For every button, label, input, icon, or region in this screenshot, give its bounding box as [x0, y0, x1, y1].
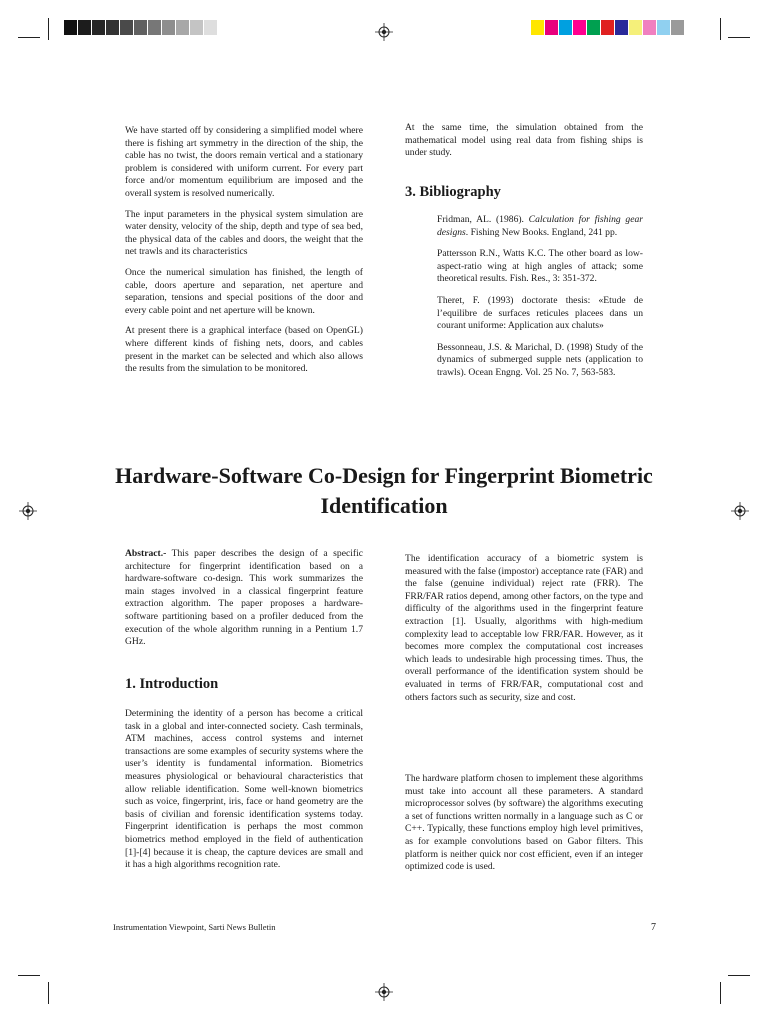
process-color-bar: [531, 20, 685, 35]
previous-article-left-column: [125, 125, 363, 384]
color-swatch: [587, 20, 601, 35]
paragraph: The hardware platform chosen to implement these algorithms must take into account all these parameters. A standard microprocessor solves (by software) the algorithms executing a set of functions written normally in a language such as C or C++. Typically, these functions employ high level primitives, as for example convolutions based on Gabor filters. This platform is neither quick nor cost efficient, even if an integer optimized code is used.: [405, 773, 643, 873]
color-swatch: [190, 20, 204, 35]
color-swatch: [106, 20, 120, 35]
introduction-body: [125, 708, 363, 880]
paragraph: At present there is a graphical interface (based on OpenGL) where different kinds of fishing nets, doors, and cables present in the market can be selected and which also allows the results from the simulation to be monitored.: [125, 325, 363, 375]
footer-publication: Instrumentation Viewpoint, Sarti News Bulletin: [113, 922, 276, 932]
paragraph: Determining the identity of a person has become a critical task in a global and inter-connected society. Cash terminals, ATM machines, access control systems and internet transactions are some examples of security systems where the user’s identity is fundamental information. Biometrics measures physiological or behavioural characteristics that allow reliable identification. Some well-known biometrics such as voice, fingerprint, iris, face or hand geometry are the basis of civilian and forensic identification systems today. Fingerprint identification is perhaps the most common biometrics method employed in the field of authentication [1]-[4] because it is cheap, the capture devices are small and it has a high algorithms recognition rate.: [125, 708, 363, 871]
color-swatch: [204, 20, 218, 35]
color-swatch: [573, 20, 587, 35]
paragraph: At the same time, the simulation obtained from the mathematical model using real data from fishing ships is under study.: [405, 122, 643, 159]
reference-item: Theret, F. (1993) doctorate thesis: «Etude de l’equilibre de surfaces reticules placees dans un courant uniforme: Application aux chaluts»: [437, 294, 643, 332]
paragraph: The identification accuracy of a biometric system is measured with the false (impostor) acceptance rate (FAR) and the false (genuine individual) reject rate (FRR). The FRR/FAR ratios depend, among other factors, on the type and difficulty of the algorithms used in the fingerprint feature extraction [1]. Usually, algorithms with high-medium complexity lead to acceptable low FRR/FAR. However, as it becomes more complex the computational cost increases which leads to undesirable high processing times. Thus, the overall performance of the identification system should be evaluated in terms of FRR/FAR, computational cost and others factors such as security, size and cost.: [405, 553, 643, 703]
color-swatch: [601, 20, 615, 35]
article-title: Hardware-Software Co-Design for Fingerprint Biometric Identification: [115, 463, 653, 518]
abstract: [125, 548, 363, 649]
color-swatch: [531, 20, 545, 35]
reference-item: Bessonneau, J.S. & Marichal, D. (1998) Study of the dynamics of submerged supple nets (application to trawls). Ocean Engng. Vol. 25 No. 7, 563-583.: [437, 341, 643, 378]
registration-mark-bottom-icon: [375, 983, 393, 1001]
previous-article-right-column: [405, 122, 643, 168]
color-swatch: [120, 20, 134, 35]
registration-mark-right-icon: [731, 502, 749, 520]
color-swatch: [176, 20, 190, 35]
paragraph: We have started off by considering a simplified model where there is fishing art symmetry in the direction of the ship, the cable has no twist, the doors remain vertical and a stationary problem is considered with uniform current. For every part force and/or momentum equilibrium are imposed and the overall system is resolved numerically.: [125, 125, 363, 199]
color-swatch: [134, 20, 148, 35]
color-swatch: [78, 20, 92, 35]
color-swatch: [148, 20, 162, 35]
registration-mark-top-icon: [375, 23, 393, 41]
article-right-column: [405, 553, 643, 712]
reference-item: Pattersson R.N., Watts K.C. The other board as low-aspect-ratio wing at high angles of attack; some theoretical results. Fish. Res., 3: 351-372.: [437, 248, 643, 285]
reference-item: Fridman, AL. (1986). Calculation for fishing gear designs. Fishing New Books. England, 241 pp.: [437, 214, 643, 238]
abstract-label: Abstract.-: [125, 548, 167, 559]
color-swatch: [629, 20, 643, 35]
color-swatch: [657, 20, 671, 35]
registration-mark-left-icon: [19, 502, 37, 520]
color-swatch: [615, 20, 629, 35]
color-swatch: [643, 20, 657, 35]
article-left-column: [125, 548, 363, 657]
abstract-text: This paper describes the design of a specific architecture for fingerprint identification based on a hardware-software co-design. This work summarizes the main stages involved in a classical fingerprint feature extraction algorithm. The paper proposes a hardware-software partitioning based on a profiler deduced from the execution of the whole algorithm running in a Pentium 1.7 GHz.: [125, 548, 363, 648]
paragraph: Once the numerical simulation has finished, the length of cable, doors aperture and separation, net aperture and separation, tensions and special positions of the door and every cable point and net aperture will be known.: [125, 266, 363, 316]
introduction-heading: 1. Introduction: [125, 676, 219, 692]
color-swatch: [559, 20, 573, 35]
color-swatch: [671, 20, 685, 35]
color-swatch: [545, 20, 559, 35]
color-swatch: [162, 20, 176, 35]
bibliography-heading: 3. Bibliography: [405, 184, 501, 200]
color-swatch: [92, 20, 106, 35]
color-swatch: [64, 20, 78, 35]
paragraph: The input parameters in the physical system simulation are water density, velocity of the ship, depth and type of sea bed, the physical data of the cables and doors, the weight that the net trawls and its characteristics: [125, 208, 363, 258]
page-number: 7: [651, 922, 656, 933]
article-right-column-continued: [405, 773, 643, 882]
grayscale-color-bar: [64, 20, 218, 35]
bibliography-list: [437, 214, 643, 389]
